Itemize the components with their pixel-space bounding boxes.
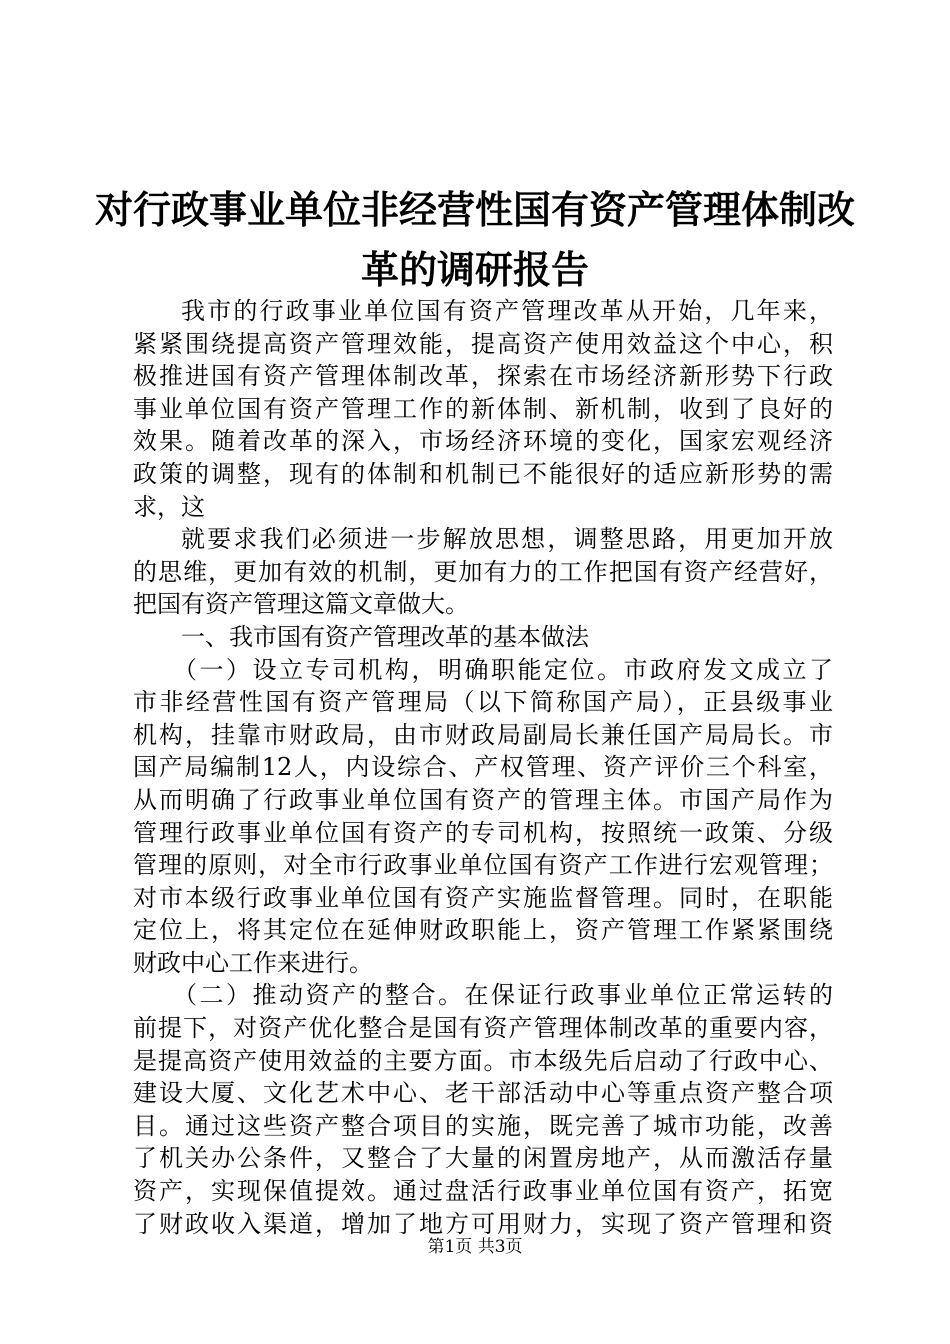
document-title-line-1: 对行政事业单位非经营性国有资产管理体制改 xyxy=(94,188,855,232)
paragraph-section-2 xyxy=(133,979,833,1240)
text-line: 的思维，更加有效的机制，更加有力的工作把国有资产经营好， xyxy=(133,557,833,586)
text-line: 对市本级行政事业单位国有资产实施监督管理。同时，在职能 xyxy=(133,883,833,912)
text-line: 目。通过这些资产整合项目的实施，既完善了城市功能，改善 xyxy=(133,1111,833,1140)
document-body xyxy=(133,295,833,1240)
text-line: 政策的调整，现有的体制和机制已不能很好的适应新形势的需 xyxy=(133,459,833,488)
text-line: 市非经营性国有资产管理局（以下简称国产局），正县级事业 xyxy=(133,688,833,717)
text-line: 从而明确了行政事业单位国有资产的管理主体。市国产局作为 xyxy=(133,785,833,814)
text-line: 就要求我们必须进一步解放思想，调整思路，用更加开放 xyxy=(181,525,833,554)
text-line: 极推进国有资产管理体制改革，探索在市场经济新形势下行政 xyxy=(133,362,833,391)
document-title-line-2: 革的调研报告 xyxy=(360,248,589,292)
text-line: 效果。随着改革的深入，市场经济环境的变化，国家宏观经济 xyxy=(133,427,833,456)
paragraph-section-1 xyxy=(133,654,833,980)
text-line: 紧紧围绕提高资产管理效能，提高资产使用效益这个中心，积 xyxy=(133,329,833,358)
text-line: 管理的原则，对全市行政事业单位国有资产工作进行宏观管理； xyxy=(133,851,833,880)
text-line: 是提高资产使用效益的主要方面。市本级先后启动了行政中心、 xyxy=(133,1046,833,1075)
text-line: 资产，实现保值提效。通过盘活行政事业单位国有资产，拓宽 xyxy=(133,1177,833,1206)
text-line: 建设大厦、文化艺术中心、老干部活动中心等重点资产整合项 xyxy=(133,1079,833,1108)
text-line: 管理行政事业单位国有资产的专司机构，按照统一政策、分级 xyxy=(133,818,833,847)
text-line: 机构，挂靠市财政局，由市财政局副局长兼任国产局局长。市 xyxy=(133,720,833,749)
text-line: 了机关办公条件，又整合了大量的闲置房地产，从而激活存量 xyxy=(133,1144,833,1173)
text-line: 国产局编制12人，内设综合、产权管理、资产评价三个科室， xyxy=(133,753,833,782)
text-line: （二）推动资产的整合。在保证行政事业单位正常运转的 xyxy=(173,981,833,1010)
text-line: 前提下，对资产优化整合是国有资产管理体制改革的重要内容， xyxy=(133,1014,833,1043)
text-line: 求，这 xyxy=(133,492,205,521)
text-line: 定位上，将其定位在延伸财政职能上，资产管理工作紧紧围绕 xyxy=(133,916,833,945)
section-heading xyxy=(133,621,833,654)
text-line: 了财政收入渠道，增加了地方可用财力，实现了资产管理和资 xyxy=(133,1209,833,1238)
text-line: （一）设立专司机构，明确职能定位。市政府发文成立了 xyxy=(173,655,833,684)
page-number: 第1页 共3页 xyxy=(427,1237,523,1257)
text-line: 我市的行政事业单位国有资产管理改革从开始，几年来， xyxy=(181,297,833,325)
text-line: 财政中心工作来进行。 xyxy=(133,948,373,977)
paragraph-intro xyxy=(133,295,833,523)
text-line: 把国有资产管理这篇文章做大。 xyxy=(133,590,469,619)
text-line: 事业单位国有资产管理工作的新体制、新机制，收到了良好的 xyxy=(133,394,833,423)
paragraph-requirement xyxy=(133,523,833,621)
heading-line: 一、我市国有资产管理改革的基本做法 xyxy=(181,622,589,651)
